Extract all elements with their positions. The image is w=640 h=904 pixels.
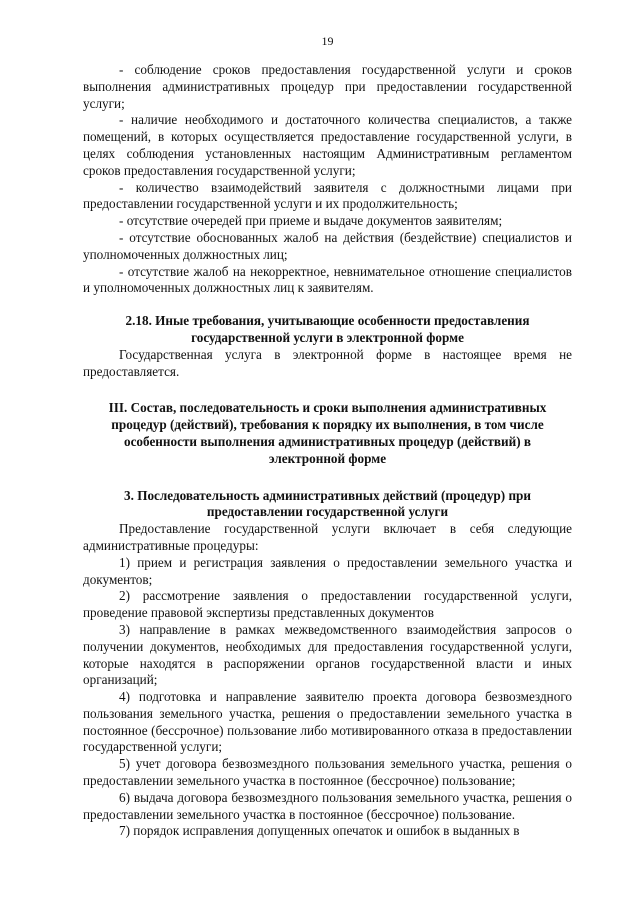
paragraph-procedure-6: 6) выдача договора безвозмездного пользования земельного участка, решения о предоставлении земельного участка в постоянное (бессрочное) пользование. [83,789,572,822]
page-number: 19 [321,34,334,48]
paragraph-procedures-intro: Предоставление государственной услуги включает в себя следующие административные процедуры: [83,521,572,553]
paragraph-procedure-4: 4) подготовка и направление заявителю проекта договора безвозмездного пользования земельного участка, решения о предоставлении земельного участка в постоянное (бессрочное) пользование либо мотивированного отказа в предоставлении государственной услуги; [83,689,572,755]
heading-section-III: III. Состав, последовательность и сроки выполнения административных процедур (действий), требования к порядку их выполнения, в том числе особенности выполнения административных процедур (действий) в электронной форме [108,400,547,466]
paragraph-procedure-2: 2) рассмотрение заявления о предоставлении государственной услуги, проведение правовой экспертизы представленных документов [83,588,572,621]
paragraph-no-rudeness-complaints: - отсутствие жалоб на некорректное, невнимательное отношение специалистов и уполномоченных должностных лиц к заявителям. [83,263,572,296]
paragraph-staffing: - наличие необходимого и достаточного количества специалистов, а также помещений, в которых осуществляется предоставление государственной услуги, в целях соблюдения установленных настоящим Административным регламентом сроков предоставления государственной услуги; [83,112,572,178]
paragraph-procedure-7: 7) порядок исправления допущенных опечаток и ошибок в выданных в [119,823,520,839]
paragraph-procedure-1: 1) прием и регистрация заявления о предоставлении земельного участка и документов; [83,554,572,587]
heading-3: 3. Последовательность административных действий (процедур) при предоставлении государственной услуги [124,487,531,520]
paragraph-interactions: - количество взаимодействий заявителя с должностными лицами при предоставлении государственной услуги и их продолжительность; [83,179,572,212]
paragraph-procedure-5: 5) учет договора безвозмездного пользования земельного участка, решения о предоставлении земельного участка в постоянное (бессрочное) пользование; [83,756,572,789]
heading-2-18: 2.18. Иные требования, учитывающие особенности предоставления государственной услуги в электронной форме [125,313,530,345]
paragraph-no-complaints: - отсутствие обоснованных жалоб на действия (бездействие) специалистов и уполномоченных должностных лиц; [83,229,572,262]
paragraph-no-queues: - отсутствие очередей при приеме и выдаче документов заявителям; [119,213,503,229]
paragraph-procedure-3: 3) направление в рамках межведомственного взаимодействия запросов о получении документов, необходимых для предоставления государственной услуги, которые находятся в распоряжении органов государственной власти и иных организаций; [83,621,572,688]
paragraph-timeliness: - соблюдение сроков предоставления государственной услуги и сроков выполнения административных процедур при предоставлении государственной услуги; [83,62,572,111]
paragraph-electronic-form: Государственная услуга в электронной форме в настоящее время не предоставляется. [83,346,572,379]
